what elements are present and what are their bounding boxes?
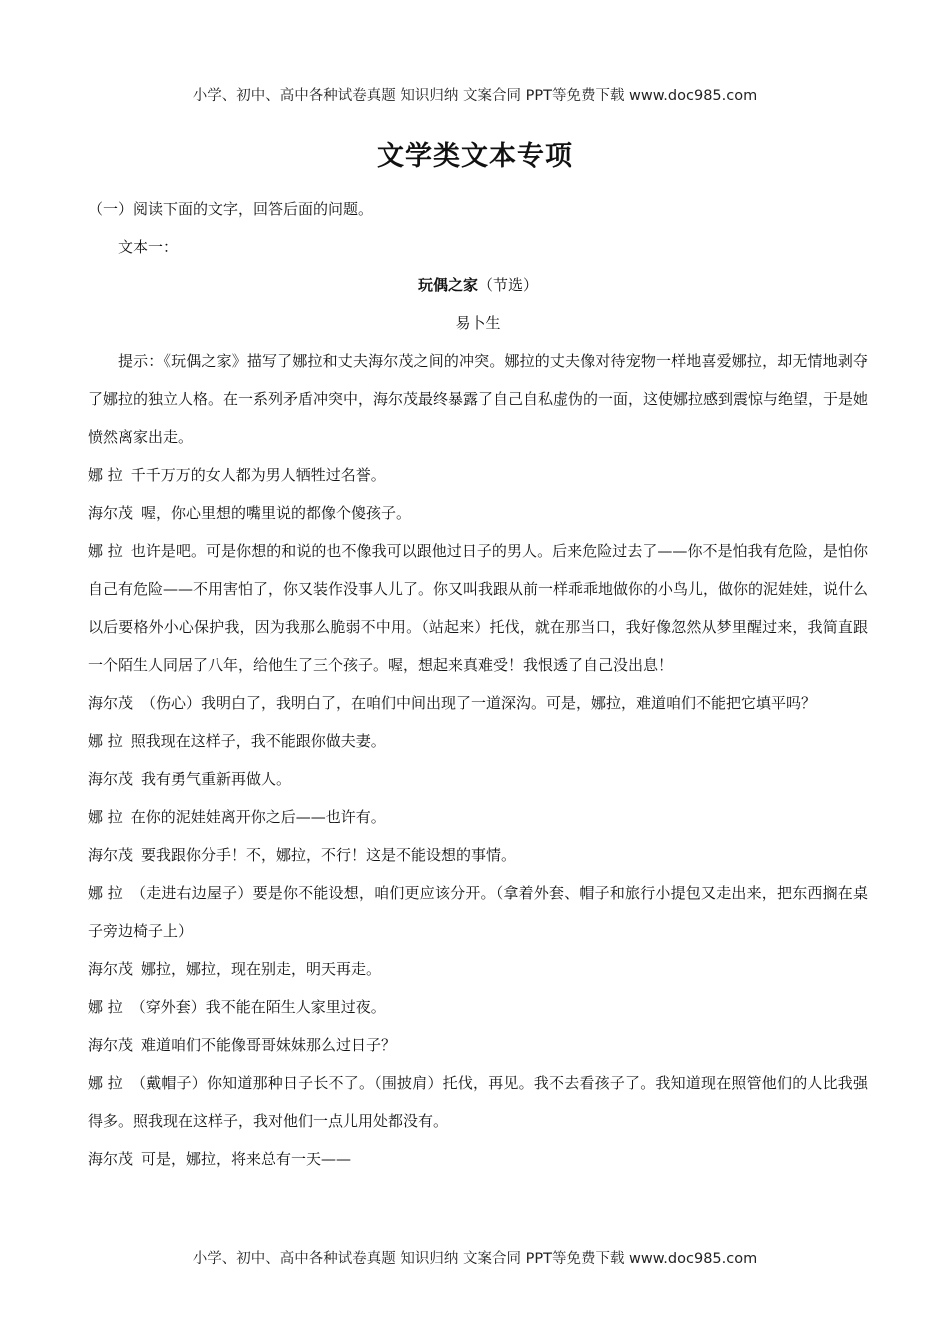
dialogue-text: 照我现在这样子，我不能跟你做夫妻。: [130, 732, 386, 750]
document-title: 文学类文本专项: [377, 141, 573, 172]
dialogue-line: [88, 1026, 868, 1064]
dialogue-line: [88, 722, 868, 760]
dialogue-text: （戴帽子）你知道那种日子长不了。（围披肩）托伐，再见。我不去看孩子了。我知道现在照管他们的人比我强得多。照我现在这样子，我对他们一点儿用处都没有。: [88, 1074, 868, 1130]
speaker-name: 海尔茂: [88, 960, 134, 978]
dialogue: [88, 456, 868, 1178]
speaker-name: 海尔茂: [88, 770, 134, 788]
speaker-name: 娜 拉: [88, 1074, 123, 1092]
dialogue-line: [88, 874, 868, 950]
speaker-name: 娜 拉: [88, 808, 123, 826]
dialogue-line: [88, 494, 868, 532]
dialogue-line: [88, 1064, 868, 1140]
dialogue-text: （伤心）我明白了，我明白了，在咱们中间出现了一道深沟。可是，娜拉，难道咱们不能把它填平吗？: [141, 694, 817, 712]
speaker-name: 海尔茂: [88, 504, 134, 522]
dialogue-line: [88, 1140, 868, 1178]
hint-paragraph: 提示：《玩偶之家》描写了娜拉和丈夫海尔茂之间的冲突。娜拉的丈夫像对待宠物一样地喜爱娜拉，却无情地剥夺了娜拉的独立人格。在一系列矛盾冲突中，海尔茂最终暴露了自己自私虚伪的一面，这使娜拉感到震惊与绝望，于是她愤然离家出走。: [88, 352, 869, 446]
work-title: [88, 266, 868, 304]
dialogue-text: 喔，你心里想的嘴里说的都像个傻孩子。: [141, 504, 412, 522]
speaker-name: 娜 拉: [88, 542, 123, 560]
dialogue-line: [88, 456, 868, 494]
dialogue-line: [88, 532, 868, 684]
page-footer: 小学、初中、高中各种试卷真题 知识归纳 文案合同 PPT等免费下载 www.doc985.com: [192, 1251, 758, 1267]
dialogue-text: 我有勇气重新再做人。: [141, 770, 292, 788]
speaker-name: 娜 拉: [88, 466, 123, 484]
speaker-name: 海尔茂: [88, 1036, 134, 1054]
speaker-name: 娜 拉: [88, 884, 123, 902]
work-title-note: （节选）: [478, 276, 539, 294]
dialogue-text: 千千万万的女人都为男人牺牲过名誉。: [130, 466, 386, 484]
dialogue-text: 要我跟你分手！不，娜拉，不行！这是不能设想的事情。: [141, 846, 517, 864]
work-author: 易卜生: [455, 314, 501, 332]
speaker-name: 海尔茂: [88, 846, 134, 864]
speaker-name: 娜 拉: [88, 732, 123, 750]
section-intro: （一）阅读下面的文字，回答后面的问题。: [88, 200, 374, 218]
dialogue-text: 娜拉，娜拉，现在别走，明天再走。: [141, 960, 382, 978]
dialogue-line: [88, 988, 868, 1026]
speaker-name: 海尔茂: [88, 1150, 134, 1168]
document-body: [88, 190, 868, 1178]
speaker-name: 娜 拉: [88, 998, 123, 1016]
dialogue-text: （走进右边屋子）要是你不能设想，咱们更应该分开。（拿着外套、帽子和旅行小提包又走出来，把东西搁在桌子旁边椅子上）: [88, 884, 868, 940]
dialogue-text: （穿外套）我不能在陌生人家里过夜。: [130, 998, 386, 1016]
text-label: 文本一：: [118, 238, 179, 256]
speaker-name: 海尔茂: [88, 694, 134, 712]
dialogue-line: [88, 760, 868, 798]
dialogue-text: 难道咱们不能像哥哥妹妹那么过日子？: [141, 1036, 397, 1054]
dialogue-line: [88, 684, 868, 722]
work-title-text: 玩偶之家: [417, 276, 478, 294]
dialogue-line: [88, 836, 868, 874]
dialogue-line: [88, 798, 868, 836]
dialogue-text: 可是，娜拉，将来总有一天——: [141, 1150, 352, 1168]
dialogue-text: 也许是吧。可是你想的和说的也不像我可以跟他过日子的男人。后来危险过去了——你不是怕我有危险，是怕你自己有危险——不用害怕了，你又装作没事人儿了。你又叫我跟从前一样乖乖地做你的小鸟儿，做你的泥娃娃，说什么以后要格外小心保护我，因为我那么脆弱不中用。（站起来）托伐，就在那当口，我好像忽然从梦里醒过来，我简直跟一个陌生人同居了八年，给他生了三个孩子。喔，想起来真难受！我恨透了自己没出息！: [88, 542, 869, 674]
dialogue-text: 在你的泥娃娃离开你之后——也许有。: [130, 808, 386, 826]
page-header: 小学、初中、高中各种试卷真题 知识归纳 文案合同 PPT等免费下载 www.doc985.com: [192, 88, 758, 104]
dialogue-line: [88, 950, 868, 988]
